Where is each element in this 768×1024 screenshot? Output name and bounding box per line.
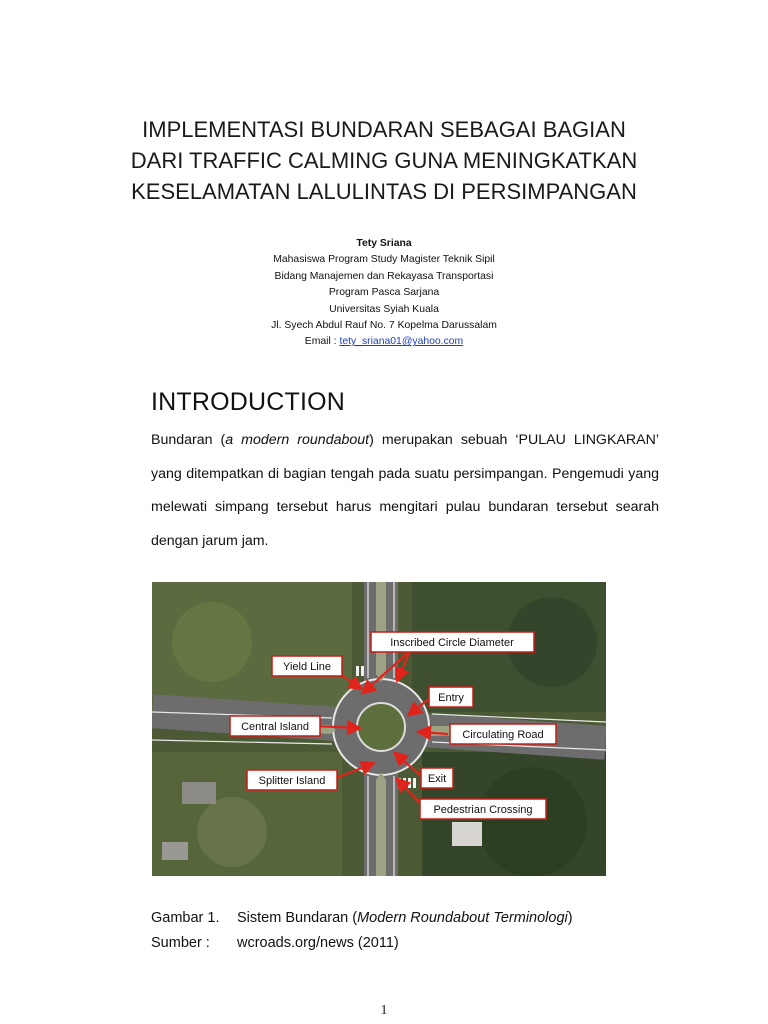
label-yield-line [272,656,342,676]
affiliation-line-3: Program Pasca Sarjana [328,287,440,299]
svg-text:Inscribed Circle Diameter: Inscribed Circle Diameter [390,637,514,649]
intro-paragraph [151,424,659,558]
label-pedestrian-crossing [420,799,546,819]
paper-title [100,114,668,207]
title-line-1: IMPLEMENTASI BUNDARAN SEBAGAI BAGIAN [142,117,626,142]
title-line-3: KESELAMATAN LALULINTAS DI PERSIMPANGAN [131,179,637,204]
label-splitter-island [247,770,337,790]
svg-text:Circulating Road: Circulating Road [462,729,544,741]
roundabout-figure [152,582,606,876]
author-block [150,236,618,351]
caption-gambar-end: ) [567,910,573,926]
label-circulating-road [450,724,556,744]
caption-sumber-text: wcroads.org/news (2011) [237,935,399,951]
svg-text:Pedestrian Crossing: Pedestrian Crossing [433,804,533,816]
label-exit [421,768,453,788]
email-link[interactable]: tety_sriana01@yahoo.com [339,336,464,348]
figure-caption [151,906,573,956]
affiliation-line-1: Mahasiswa Program Study Magister Teknik Sipil [273,254,495,266]
caption-gambar-label: Gambar 1. [151,910,220,926]
svg-text:Entry: Entry [438,692,464,704]
svg-text:Central Island: Central Island [241,721,309,733]
svg-text:Yield Line: Yield Line [283,661,331,673]
label-inscribed-circle-diameter [371,632,534,652]
affiliation-line-4: Universitas Syiah Kuala [329,303,439,315]
section-heading-introduction: INTRODUCTION [151,388,346,416]
intro-text-2: ) merupakan sebuah ‘PULAU LINGKARAN’ yang ditempatkan di bagian tengah pada suatu persimpangan. Pengemudi yang melewati simpang tersebut harus mengitari pulau bundaran tersebut searah dengan jarum jam. [151,432,660,549]
email-line [150,334,618,350]
svg-text:Exit: Exit [427,773,447,785]
author-name: Tety Sriana [356,238,412,249]
intro-text-1: Bundaran ( [151,432,226,448]
affiliation-line-5: Jl. Syech Abdul Rauf No. 7 Kopelma Darussalam [271,320,497,332]
caption-sumber [151,931,573,956]
caption-sumber-label: Sumber : [151,935,210,951]
email-label: Email : [304,336,340,348]
label-entry [429,687,473,707]
title-line-2: DARI TRAFFIC CALMING GUNA MENINGKATKAN [130,148,638,173]
svg-text:Splitter Island: Splitter Island [258,775,326,787]
roundabout-aerial-illustration [152,582,606,876]
page-number: 1 [380,1003,388,1018]
caption-gambar [151,906,573,931]
label-central-island [230,716,320,736]
affiliation-line-2: Bidang Manajemen dan Rekayasa Transportasi [274,270,494,282]
caption-gambar-text: Sistem Bundaran ( [237,910,358,926]
intro-text-emphasis: a modern roundabout [225,432,370,448]
caption-gambar-emphasis: Modern Roundabout Terminologi [357,910,568,926]
